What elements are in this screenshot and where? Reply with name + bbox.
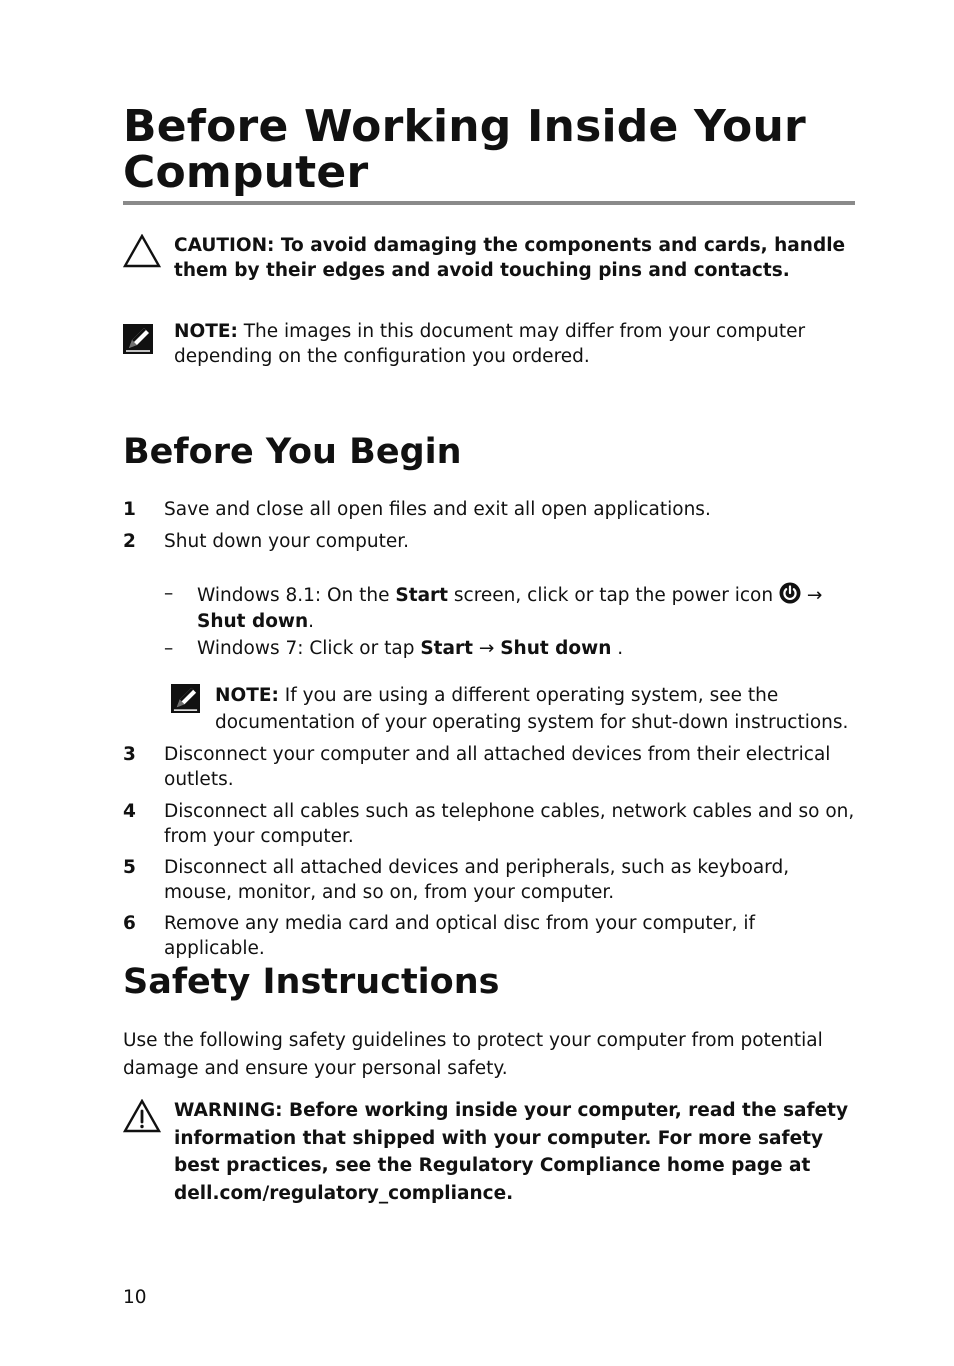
sub-item-dash: – (164, 583, 174, 604)
step-number: 6 (123, 913, 136, 934)
sub-item-prefix: Windows 8.1: On the (197, 585, 396, 606)
step-text: Disconnect all cables such as telephone cables, network cables and so on, from your computer. (164, 801, 855, 847)
warning-text: WARNING: Before working inside your computer, read the safety information that shipped with your computer. For more safety best practices, see the Regulatory Compliance home page at dell.com/regulatory_compliance. (174, 1100, 849, 1204)
step-number: 1 (123, 499, 136, 520)
note-label: NOTE: (215, 685, 279, 706)
page-number: 10 (123, 1287, 147, 1308)
safety-intro-paragraph: Use the following safety guidelines to protect your computer from potential damage and ensure your personal safety. (123, 1030, 823, 1079)
note-pencil-icon (123, 324, 153, 358)
arrow-glyph: → (472, 638, 501, 659)
step-number: 3 (123, 744, 136, 765)
section-heading-before-you-begin: Before You Begin (123, 432, 462, 472)
sub-item-suffix: . (308, 611, 315, 632)
sub-item-text (197, 582, 824, 633)
sub-item-text (197, 637, 824, 660)
os-note-text (215, 682, 861, 736)
caution-triangle-icon (123, 234, 161, 272)
warning-triangle-icon (123, 1099, 161, 1137)
sub-item-prefix: Windows 7: Click or tap (197, 638, 421, 659)
arrow-glyph: → (800, 585, 823, 606)
step-text: Disconnect your computer and all attached devices from their electrical outlets. (164, 744, 831, 790)
title-underline (123, 201, 855, 205)
note-text (174, 320, 855, 369)
note-pencil-icon (171, 684, 200, 717)
page-title: Before Working Inside Your Computer (123, 101, 806, 198)
sub-item-middle: screen, click or tap the power icon (448, 585, 779, 606)
shut-down-label: Shut down (197, 611, 309, 632)
start-label: Start (395, 585, 449, 606)
step-text: Disconnect all attached devices and peripherals, such as keyboard, mouse, monitor, and so on, from your computer. (164, 857, 790, 903)
step-number: 2 (123, 531, 136, 552)
section-heading-safety-instructions: Safety Instructions (123, 962, 500, 1002)
step-text: Shut down your computer. (164, 531, 410, 552)
caution-text: CAUTION: To avoid damaging the components and cards, handle them by their edges and avoid touching pins and contacts. (174, 235, 846, 281)
power-icon (779, 582, 801, 610)
note-notice (123, 320, 855, 372)
step-number: 4 (123, 801, 136, 822)
os-note (171, 682, 861, 738)
shut-down-label: Shut down (500, 638, 612, 659)
step-number: 5 (123, 857, 136, 878)
warning-notice (123, 1097, 855, 1209)
step-text: Save and close all open files and exit all open applications. (164, 499, 711, 520)
note-body: The images in this document may differ from your computer depending on the configuration you ordered. (174, 321, 806, 367)
note-body: If you are using a different operating system, see the documentation of your operating system for shut-down instructions. (215, 685, 849, 733)
sub-item-dash: – (164, 638, 174, 659)
sub-item-suffix: . (611, 638, 624, 659)
note-label: NOTE: (174, 321, 238, 342)
caution-notice (123, 234, 855, 309)
start-label: Start (420, 638, 473, 659)
step-text: Remove any media card and optical disc from your computer, if applicable. (164, 913, 756, 959)
